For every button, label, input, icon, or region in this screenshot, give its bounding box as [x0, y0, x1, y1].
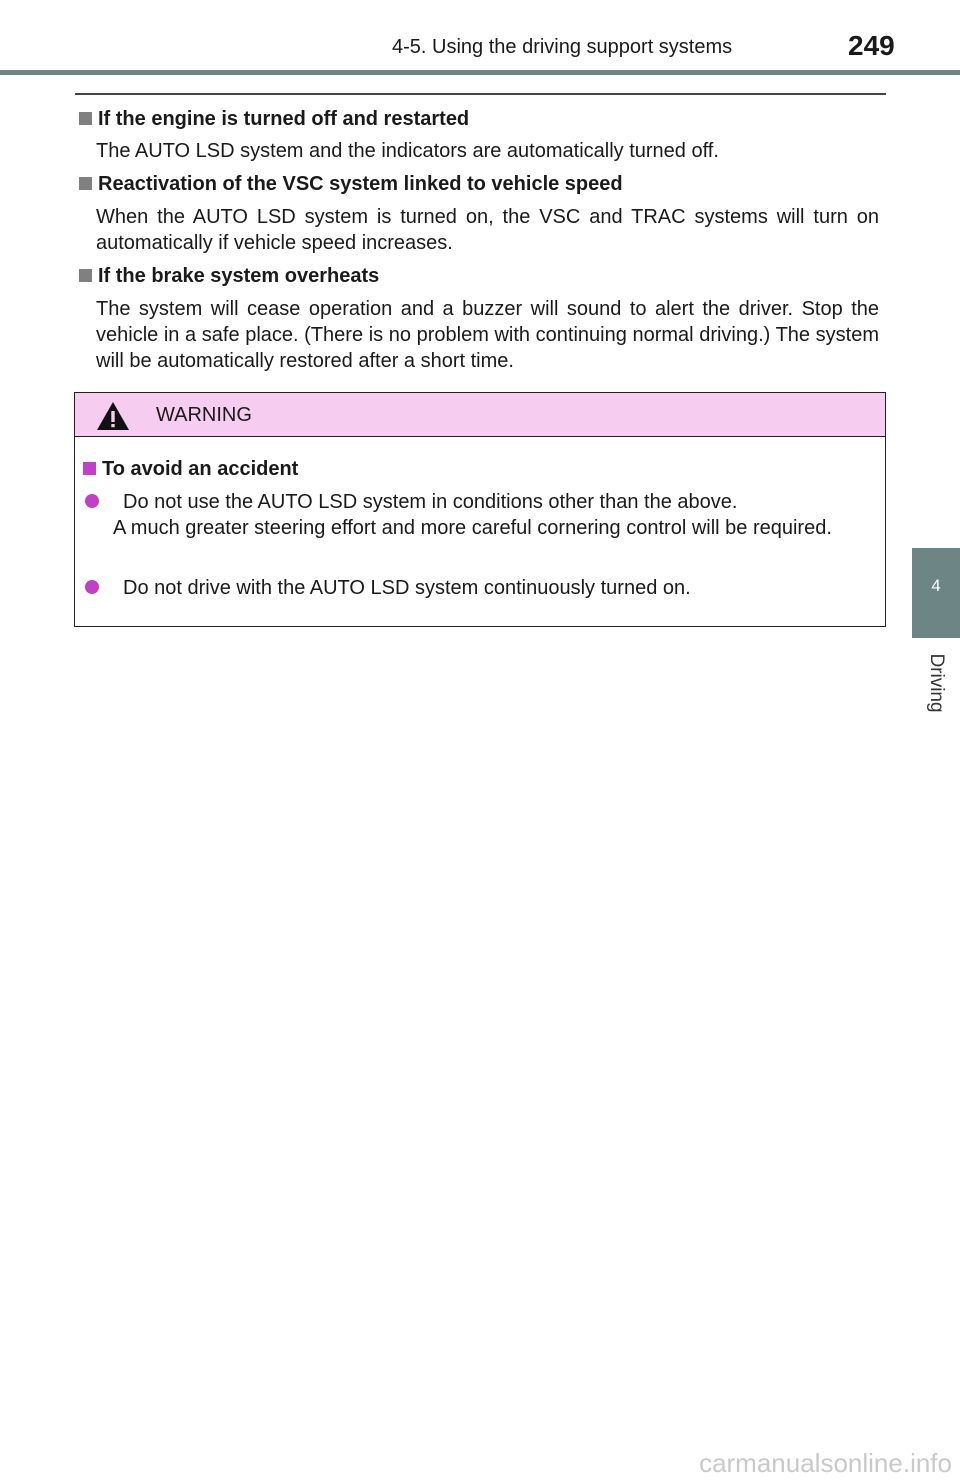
section-heading-text: If the brake system overheats: [98, 265, 380, 287]
section-heading-text: If the engine is turned off and restarted: [98, 108, 470, 130]
content-divider: [75, 93, 886, 95]
circle-bullet-icon: [85, 494, 99, 508]
header-bar: [0, 70, 960, 75]
square-bullet-icon: [83, 462, 96, 475]
page-number: 249: [848, 30, 895, 61]
warning-item-text: A much greater steering effort and more careful cornering control will be required.: [113, 517, 832, 539]
section-body: The AUTO LSD system and the indicators are automatically turned off.: [96, 140, 719, 162]
warning-heading-text: To avoid an accident: [102, 458, 299, 480]
section-heading-text: Reactivation of the VSC system linked to vehicle speed: [98, 173, 623, 195]
chapter-label: Driving: [926, 653, 947, 713]
warning-title: WARNING: [156, 404, 252, 426]
chapter-number: 4: [931, 576, 941, 595]
watermark: carmanualsonline.info: [699, 1448, 952, 1478]
section-body: The system will cease operation and a buzzer will sound to alert the driver. Stop the vehicle in a safe place. (There is no problem with continuing normal driving.) The system will be automatically restored after a short time.: [96, 298, 879, 372]
warning-triangle-icon: [96, 401, 130, 431]
section-heading: [79, 265, 379, 288]
section-heading: [79, 108, 469, 131]
chapter-tab: [912, 548, 960, 638]
section-heading: [79, 173, 623, 196]
square-bullet-icon: [79, 177, 92, 190]
warning-item-text: Do not drive with the AUTO LSD system continuously turned on.: [123, 577, 691, 599]
warning-box: [74, 392, 886, 627]
warning-item-text: Do not use the AUTO LSD system in conditions other than the above.: [123, 491, 738, 513]
circle-bullet-icon: [85, 580, 99, 594]
warning-heading: [83, 458, 298, 481]
section-title: 4-5. Using the driving support systems: [392, 36, 733, 58]
warning-header: [75, 393, 885, 437]
square-bullet-icon: [79, 269, 92, 282]
square-bullet-icon: [79, 112, 92, 125]
section-body: When the AUTO LSD system is turned on, the VSC and TRAC systems will turn on automatically if vehicle speed increases.: [96, 206, 879, 254]
